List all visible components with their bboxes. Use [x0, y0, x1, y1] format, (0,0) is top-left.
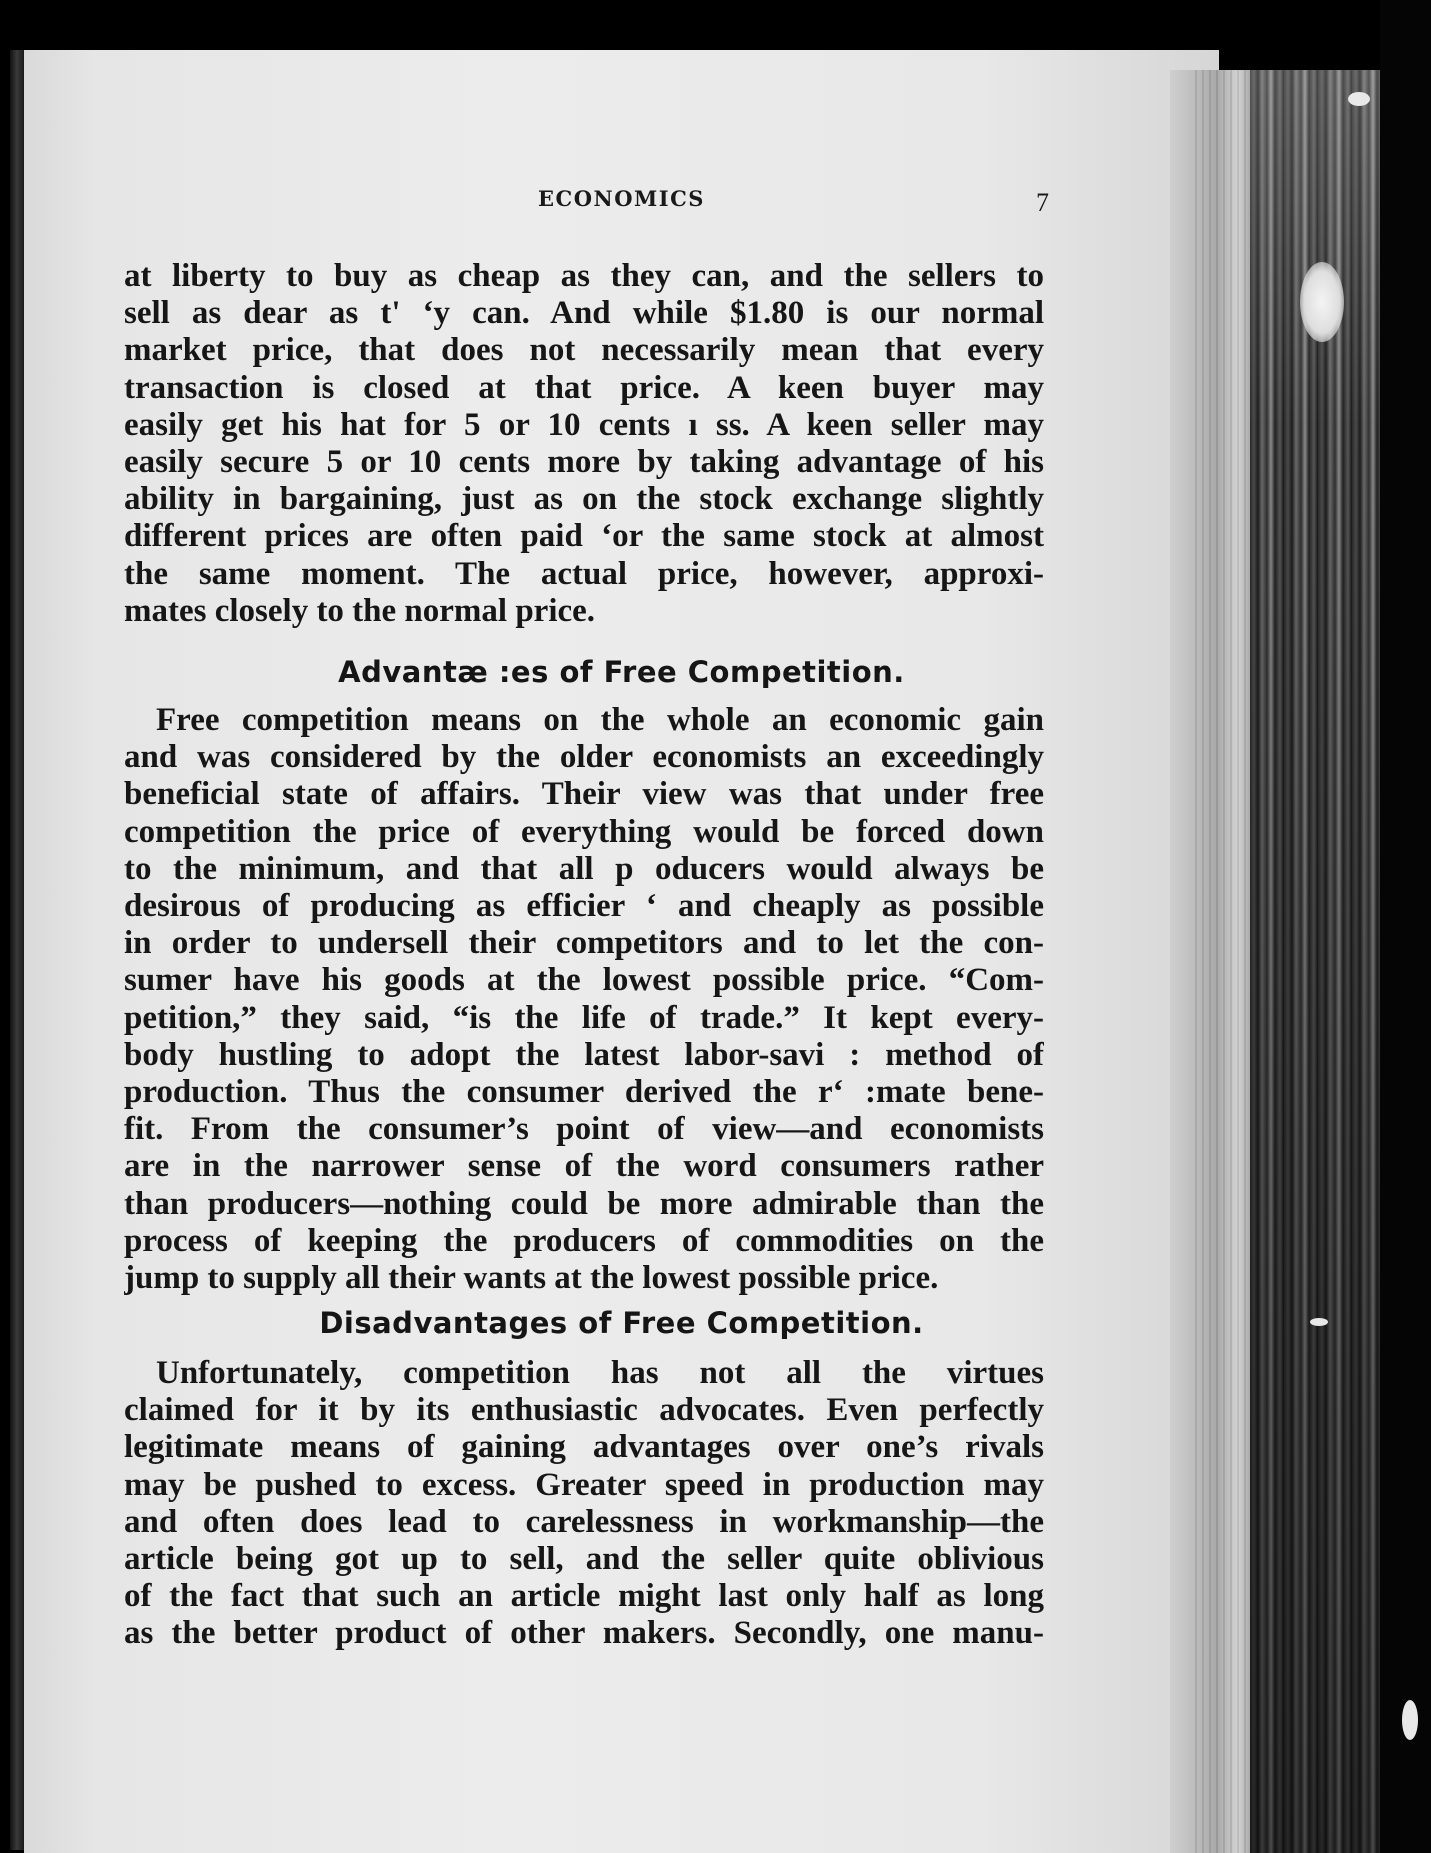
- text-line: legitimate means of gaining advantages over one’s rivals: [124, 1429, 1044, 1466]
- text-line: production. Thus the consumer derived the rʻ :mate bene-: [124, 1074, 1044, 1111]
- paragraph-1: [124, 258, 1044, 630]
- text-line: sell as dear as t' ʻy can. And while $1.80 is our normal: [124, 295, 1044, 332]
- text-line: at liberty to buy as cheap as they can, and the sellers to: [124, 258, 1044, 294]
- text-line: body hustling to adopt the latest labor-savi : method of: [124, 1036, 1044, 1073]
- text-line: Unfortunately, competition has not all the virtues: [156, 1355, 1044, 1391]
- text-line: beneficial state of affairs. Their view was that under free: [124, 776, 1044, 813]
- text-line: different prices are often paid ‘or the same stock at almost: [124, 518, 1044, 555]
- speck: [1310, 1318, 1328, 1326]
- text-line: and often does lead to carelessness in workmanship—the: [124, 1503, 1044, 1540]
- text-line: mates closely to the normal price.: [124, 592, 596, 629]
- text-line: process of keeping the producers of commodities on the: [124, 1222, 1044, 1259]
- text-line: claimed for it by its enthusiastic advocates. Even perfectly: [124, 1392, 1044, 1429]
- text-line: jump to supply all their wants at the lowest possible price.: [124, 1260, 939, 1297]
- text-line: may be pushed to excess. Greater speed in production may: [124, 1466, 1044, 1503]
- paragraph-3: [124, 1355, 1044, 1653]
- left-page-edge: [10, 50, 24, 1850]
- text-line: easily get his hat for 5 or 10 cents ı ss. A keen seller may: [124, 406, 1044, 443]
- text-line: and was considered by the older economists an exceedingly: [124, 739, 1044, 776]
- text-line: desirous of producing as efficier ʻ and cheaply as possible: [124, 888, 1044, 925]
- text-line: sumer have his goods at the lowest possible price. “Com-: [124, 962, 1044, 999]
- section-heading-disadvantages: Disadvantages of Free Competition.: [319, 1306, 924, 1340]
- text-line: ability in bargaining, just as on the stock exchange slightly: [124, 481, 1044, 518]
- text-line: than producers—nothing could be more admirable than the: [124, 1185, 1044, 1222]
- text-line: easily secure 5 or 10 cents more by taking advantage of his: [124, 444, 1044, 481]
- text-line: in order to undersell their competitors and to let the con-: [124, 925, 1044, 962]
- text-line: transaction is closed at that price. A keen buyer may: [124, 369, 1044, 406]
- running-head: ECONOMICS: [538, 186, 705, 211]
- section-heading-advantages: Advantæ :es of Free Competition.: [338, 655, 905, 689]
- speck: [1402, 1700, 1418, 1740]
- text-line: as the better product of other makers. Secondly, one manu-: [124, 1615, 1044, 1652]
- text-line: article being got up to sell, and the seller quite oblivious: [124, 1541, 1044, 1578]
- page-edge-lines: [1195, 70, 1255, 1853]
- text-line: fit. From the consumer’s point of view—and economists: [124, 1111, 1044, 1148]
- background-right: [1380, 0, 1431, 1853]
- text-line: the same moment. The actual price, however, approxi-: [124, 555, 1044, 592]
- page-number: 7: [1036, 188, 1049, 217]
- speck: [1348, 92, 1370, 106]
- text-line: competition the price of everything would be forced down: [124, 813, 1044, 850]
- text-line: market price, that does not necessarily mean that every: [124, 332, 1044, 369]
- text-line: are in the narrower sense of the word consumers rather: [124, 1148, 1044, 1185]
- text-line: petition,” they said, “is the life of trade.” It kept every-: [124, 999, 1044, 1036]
- paragraph-2: [124, 702, 1044, 1297]
- text-line: Free competition means on the whole an economic gain: [156, 702, 1044, 738]
- text-line: of the fact that such an article might last only half as long: [124, 1578, 1044, 1615]
- text-line: to the minimum, and that all p oducers would always be: [124, 850, 1044, 887]
- light-blot: [1300, 262, 1344, 342]
